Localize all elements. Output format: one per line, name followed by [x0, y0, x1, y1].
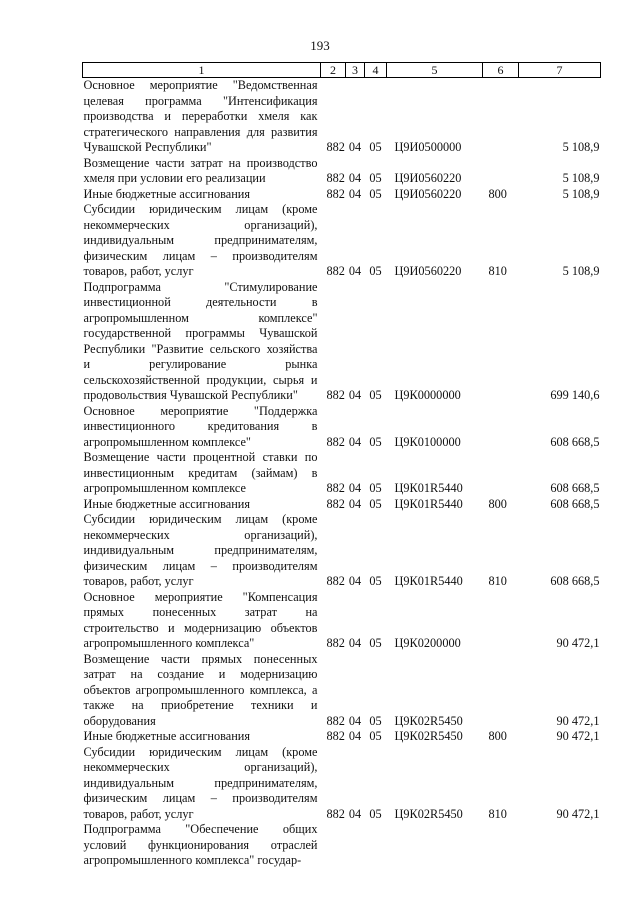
row-section: 04 [348, 729, 362, 743]
row-amount: 5 108,9 [562, 171, 600, 185]
row-name: Подпрограмма "Стимулирование инвестиционной деятельности в агропромышленном комплексе" государственной программы Чувашской Республики "Развитие сельского хозяйства и регулирование рынка сельскохозяйственной продукции, сырья и продовольствия Чувашской Республики" [83, 279, 318, 402]
row-gr-code: 882 [326, 636, 345, 650]
row-name: Иные бюджетные ассигнования [83, 186, 251, 201]
row-gr-code: 882 [326, 264, 345, 278]
row-expense-type [483, 156, 519, 187]
row-amount [519, 822, 601, 869]
row-subsection: 05 [369, 729, 382, 743]
row-gr-code: 882 [326, 729, 345, 743]
header-row [83, 63, 601, 78]
row-name: Основное мероприятие "Компенсация прямых понесенных затрат на строительство и модернизацию объектов агропромышленного комплекса" [83, 589, 318, 650]
row-section [346, 822, 365, 869]
row-gr-code: 882 [326, 388, 345, 402]
row-subsection: 05 [369, 481, 382, 495]
row-subsection: 05 [369, 140, 382, 154]
row-amount: 608 668,5 [550, 434, 600, 449]
table-row [83, 729, 601, 745]
row-target-article: Ц9К0000000 [394, 388, 461, 402]
row-section: 04 [348, 388, 362, 402]
row-target-article: Ц9К02R5450 [394, 713, 463, 728]
table-row [83, 822, 601, 869]
row-amount: 5 108,9 [562, 140, 600, 154]
row-subsection: 05 [369, 434, 382, 449]
row-gr-code: 882 [326, 140, 345, 154]
column-header: 3 [346, 63, 365, 78]
row-subsection: 05 [369, 264, 382, 278]
row-target-article: Ц9К01R5440 [394, 574, 463, 588]
row-amount: 90 472,1 [556, 636, 600, 650]
row-expense-type: 800 [488, 496, 507, 511]
table-row [83, 280, 601, 404]
row-amount: 90 472,1 [556, 713, 600, 728]
row-section: 04 [348, 636, 362, 650]
row-expense-type: 810 [488, 806, 507, 821]
table-row [83, 78, 601, 156]
row-name: Возмещение части прямых понесенных затрат на создание и модернизацию объектов агропромышленного комплекса, а также на приобретение техники и оборудования [83, 651, 318, 728]
row-expense-type [483, 78, 519, 156]
row-amount: 608 668,5 [550, 481, 600, 495]
row-subsection: 05 [369, 636, 382, 650]
row-expense-type: 800 [488, 186, 507, 201]
row-amount: 5 108,9 [562, 186, 600, 201]
row-expense-type [483, 590, 519, 652]
column-header: 1 [83, 63, 321, 78]
table-row [83, 497, 601, 513]
table-row [83, 745, 601, 823]
row-name: Возмещение части затрат на производство хмеля при условии его реализации [83, 155, 318, 185]
row-subsection: 05 [369, 388, 382, 402]
row-amount: 608 668,5 [550, 574, 600, 588]
column-header: 2 [321, 63, 346, 78]
row-name: Субсидии юридическим лицам (кроме некоммерческих организаций), индивидуальным предпринимателям, физическим лицам – производителям товаров, работ, услуг [83, 512, 318, 588]
table-row [83, 187, 601, 203]
row-target-article: Ц9К0100000 [394, 434, 461, 449]
row-section: 04 [348, 264, 362, 278]
column-header: 4 [365, 63, 387, 78]
row-amount: 699 140,6 [550, 388, 600, 402]
row-subsection: 05 [369, 171, 382, 185]
row-name: Иные бюджетные ассигнования [83, 729, 251, 743]
row-gr-code: 882 [326, 434, 345, 449]
row-gr-code: 882 [326, 806, 345, 821]
table-row [83, 450, 601, 497]
row-expense-type: 810 [488, 264, 507, 278]
row-section: 04 [348, 186, 362, 201]
row-expense-type [483, 280, 519, 404]
row-target-article [387, 822, 483, 869]
row-expense-type [483, 652, 519, 730]
table-row [83, 404, 601, 451]
row-section: 04 [348, 434, 362, 449]
row-gr-code: 882 [326, 171, 345, 185]
row-expense-type: 810 [488, 574, 507, 588]
row-amount: 90 472,1 [556, 729, 600, 743]
row-gr-code: 882 [326, 713, 345, 728]
row-subsection: 05 [369, 574, 382, 588]
row-name: Субсидии юридическим лицам (кроме некоммерческих организаций), индивидуальным предпринимателям, физическим лицам – производителям товаров, работ, услуг [83, 202, 318, 278]
row-target-article: Ц9К0200000 [394, 636, 461, 650]
row-amount: 5 108,9 [562, 264, 600, 278]
row-section: 04 [348, 171, 362, 185]
column-header: 5 [387, 63, 483, 78]
row-target-article: Ц9К02R5450 [394, 729, 463, 743]
row-amount: 90 472,1 [556, 806, 600, 821]
row-target-article: Ц9К02R5450 [394, 806, 463, 821]
row-section: 04 [348, 806, 362, 821]
row-subsection: 05 [369, 186, 382, 201]
row-name: Субсидии юридическим лицам (кроме некоммерческих организаций), индивидуальным предпринимателям, физическим лицам – производителям товаров, работ, услуг [83, 744, 318, 821]
row-section: 04 [348, 140, 362, 154]
row-amount: 608 668,5 [550, 496, 600, 511]
row-subsection: 05 [369, 713, 382, 728]
column-header: 7 [519, 63, 601, 78]
row-name: Возмещение части процентной ставки по инвестиционным кредитам (займам) в агропромышленном комплексе [83, 450, 318, 495]
row-gr-code: 882 [326, 186, 345, 201]
row-target-article: Ц9И0560220 [394, 186, 462, 201]
table-row [83, 156, 601, 187]
row-section: 04 [348, 496, 362, 511]
row-name: Иные бюджетные ассигнования [83, 496, 251, 511]
table-row [83, 590, 601, 652]
row-gr-code [321, 822, 346, 869]
row-subsection: 05 [369, 806, 382, 821]
column-header: 6 [483, 63, 519, 78]
page-number: 193 [310, 38, 330, 53]
row-expense-type: 800 [488, 729, 507, 743]
row-expense-type [483, 450, 519, 497]
row-section: 04 [348, 481, 362, 495]
row-expense-type [483, 404, 519, 451]
budget-table [82, 62, 601, 869]
row-expense-type [483, 822, 519, 869]
row-target-article: Ц9И0560220 [394, 264, 462, 278]
row-target-article: Ц9К01R5440 [394, 481, 463, 495]
row-gr-code: 882 [326, 496, 345, 511]
row-gr-code: 882 [326, 481, 345, 495]
row-name: Подпрограмма "Обеспечение общих условий функционирования отраслей агропромышленного комплекса" государ- [83, 822, 318, 867]
table-row [83, 652, 601, 730]
row-target-article: Ц9И0560220 [394, 171, 462, 185]
row-subsection [365, 822, 387, 869]
row-gr-code: 882 [326, 574, 345, 588]
row-section: 04 [348, 574, 362, 588]
row-name: Основное мероприятие "Ведомственная целевая программа "Интенсификация производства и переработки хмеля как стратегического направления для развития Чувашской Республики" [83, 78, 318, 154]
row-section: 04 [348, 713, 362, 728]
row-subsection: 05 [369, 496, 382, 511]
table-row [83, 202, 601, 280]
row-target-article: Ц9К01R5440 [394, 496, 463, 511]
row-name: Основное мероприятие "Поддержка инвестиционного кредитования в агропромышленном комплексе" [83, 403, 318, 449]
row-target-article: Ц9И0500000 [394, 140, 462, 154]
table-row [83, 512, 601, 590]
